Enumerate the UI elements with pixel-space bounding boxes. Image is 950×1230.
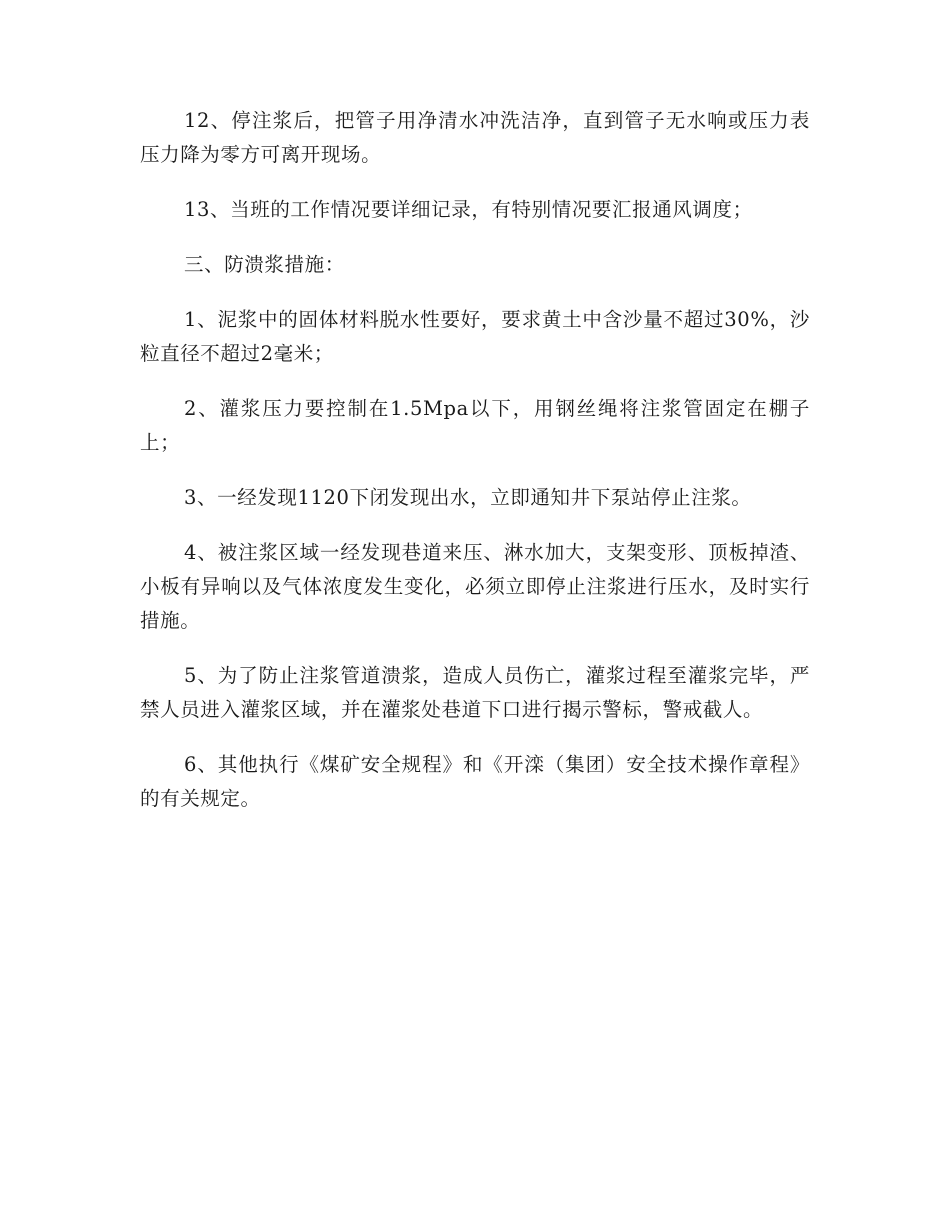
paragraph-item-13: 13、当班的工作情况要详细记录，有特别情况要汇报通风调度； (184, 198, 753, 221)
paragraph-item-2: 2、灌浆压力要控制在1.5Mpa以下，用钢丝绳将注浆管固定在棚子上； (140, 397, 810, 454)
paragraph-item-3: 3、一经发现1120下闭发现出水，立即通知井下泵站停止注浆。 (184, 486, 752, 509)
paragraph-item-5: 5、为了防止注浆管道溃浆，造成人员伤亡，灌浆过程至灌浆完毕，严禁人员进入灌浆区域，并在灌浆处巷道下口进行揭示警标，警戒截人。 (140, 664, 810, 721)
document-page (140, 104, 810, 837)
section-heading-anti-burst: 三、防溃浆措施： (184, 253, 345, 276)
paragraph-item-4: 4、被注浆区域一经发现巷道来压、淋水加大，支架变形、顶板掉渣、小板有异响以及气体浓度发生变化，必须立即停止注浆进行压水，及时实行措施。 (140, 541, 810, 632)
paragraph-item-1: 1、泥浆中的固体材料脱水性要好，要求黄土中含沙量不超过30%，沙粒直径不超过2毫米； (140, 308, 810, 365)
paragraph-item-6: 6、其他执行《煤矿安全规程》和《开滦（集团）安全技术操作章程》的有关规定。 (140, 753, 810, 810)
paragraph-item-12: 12、停注浆后，把管子用净清水冲洗洁净，直到管子无水响或压力表压力降为零方可离开现场。 (140, 109, 810, 166)
